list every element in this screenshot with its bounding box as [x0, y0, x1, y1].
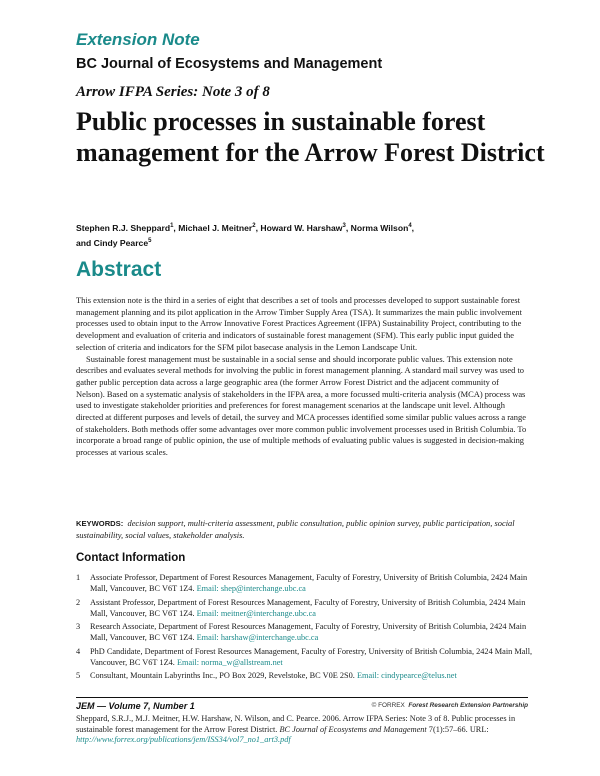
series-label: Arrow IFPA Series: Note 3 of 8	[76, 84, 270, 100]
email-link[interactable]: meitner@interchange.ubc.ca	[220, 608, 316, 618]
extension-note-label: Extension Note	[76, 30, 200, 49]
contact-item	[76, 670, 536, 681]
contact-address: PhD Candidate, Department of Forest Resources Management, Faculty of Forestry, University of British Columbia, 2424 Main Mall, Vancouver, BC V6T 1Z4.	[90, 646, 533, 667]
abstract-paragraph-2: Sustainable forest management must be sustainable in a social sense and should incorporate public values. This extension note describes and evaluates several methods for involving the public in forest management planning. A standard mail survey was used to gather public perception data across a large geographic area (the former Arrow Forest District and the adjacent community of Nelson). Based on a systematic analysis of stakeholders in the IFPA area, a more focussed multi-criteria analysis (MCA) process was used to investigate stakeholder priorities and preferences for forest management scenarios at the landscape unit level. Although directed at different purposes and levels of detail, the survey and MCA processes identified some similar public values across a range of stakeholders. Both methods offer some advantages over more common public involvement processes used in British Columbia. To incorporate a broad range of public opinion, the use of multiple methods of evaluating public values is suggested in decision-making processes at various scales.	[76, 353, 527, 458]
author-affiliation-mark: 1	[170, 223, 174, 229]
keywords	[76, 518, 528, 541]
contact-item	[76, 572, 536, 594]
email-link[interactable]: harshaw@interchange.ubc.ca	[220, 633, 319, 643]
author-affiliation-mark: 5	[148, 237, 152, 244]
email-link[interactable]: shep@interchange.ubc.ca	[220, 584, 306, 593]
contact-number: 4	[76, 646, 81, 656]
abstract-paragraph-1: This extension note is the third in a series of eight that describes a set of tools and processes developed to support sustainable forest management planning and its pilot application in the Arrow Timber Supply Area (TSA). It summarizes the main public involvement processes used to obtain input to the Arrow Innovative Forest Practices Agreement (IFPA) Sustainability Project, contributing to the development and evaluation of criteria and indicators of sustainable forest management (SFM). This early public input guided the selection of criteria and indicators for the SFM pilot basecase analysis in the Lemon Landscape Unit.	[76, 295, 522, 352]
contact-number: 3	[76, 622, 81, 632]
contact-number: 2	[76, 597, 81, 607]
email-label: Email:	[196, 584, 219, 593]
contact-address: Associate Professor, Department of Forest Resources Management, Faculty of Forestry, University of British Columbia, 2424 Main Mall, Vancouver, BC V6T 1Z4.	[90, 573, 528, 593]
contact-address: Research Associate, Department of Forest Resources Management, Faculty of Forestry, University of British Columbia, 2424 Main Mall, Vancouver, BC V6T 1Z4.	[90, 622, 527, 643]
contact-item	[76, 621, 536, 643]
copyright-text: © FORREX	[371, 702, 405, 709]
contact-address: Consultant, Mountain Labyrinths Inc., PO Box 2029, Revelstoke, BC V0E 2S0.	[90, 671, 355, 681]
contact-item	[76, 597, 536, 619]
email-label: Email:	[356, 671, 380, 681]
citation-journal: BC Journal of Ecosystems and Management	[279, 724, 427, 734]
author-affiliation-mark: 3	[342, 223, 346, 229]
abstract-body	[76, 295, 528, 459]
publisher-credit	[358, 702, 528, 709]
author-affiliation-mark: 2	[252, 223, 256, 229]
contact-number: 5	[76, 671, 81, 681]
contact-address: Assistant Professor, Department of Forest Resources Management, Faculty of Forestry, University of British Columbia, 2424 Main Mall, Vancouver, BC V6T 1Z4.	[90, 597, 526, 618]
author-name: Michael J. Meitner	[178, 222, 253, 233]
author-name: Stephen R.J. Sheppard	[76, 222, 171, 233]
citation-issue: 7(1):57–66. URL:	[428, 724, 489, 734]
author-affiliation-mark: 4	[408, 223, 412, 229]
keywords-text: decision support, multi-criteria assessment, public consultation, public opinion survey, public participation, social sustainability, social values, stakeholder analysis.	[76, 518, 515, 540]
abstract-heading: Abstract	[76, 258, 162, 281]
journal-name: BC Journal of Ecosystems and Management	[76, 56, 383, 72]
journal-volume: JEM — Volume 7, Number 1	[76, 701, 195, 711]
contact-item	[76, 646, 536, 668]
article-title: Public processes in sustainable forest management for the Arrow Forest District	[76, 107, 545, 167]
contact-heading: Contact Information	[76, 552, 186, 564]
email-label: Email:	[176, 657, 200, 667]
author-name: Howard W. Harshaw	[260, 222, 343, 233]
author-name: and Cindy Pearce	[76, 237, 149, 248]
citation-text: Sheppard, S.R.J., M.J. Meitner, H.W. Harshaw, N. Wilson, and C. Pearce. 2006. Arrow IFPA Series: Note 3 of 8. Public processes in sustainable forest management for the Arrow Forest District.	[76, 714, 516, 734]
citation-url-link[interactable]: http://www.forrex.org/publications/jem/ISS34/vol7_no1_art3.pdf	[76, 735, 291, 745]
email-link[interactable]: cindypearce@telus.net	[381, 671, 457, 681]
author-name: Norma Wilson	[350, 222, 409, 233]
contact-list	[76, 572, 536, 684]
email-label: Email:	[196, 608, 219, 618]
email-link[interactable]: norma_w@allstream.net	[201, 657, 283, 667]
contact-number: 1	[76, 573, 81, 582]
citation	[76, 714, 532, 746]
partnership-text: Forest Research Extension Partnership	[408, 702, 528, 709]
author-list: Stephen R.J. Sheppard$^1$, Michael J. Meitner$^2$, Howard W. Harshaw$^3$, Norma Wilson$^4$, and Cindy Pearce$^5$	[76, 222, 415, 248]
email-label: Email:	[196, 633, 219, 643]
keywords-label: KEYWORDS:	[76, 519, 124, 528]
footer-divider	[76, 697, 528, 698]
